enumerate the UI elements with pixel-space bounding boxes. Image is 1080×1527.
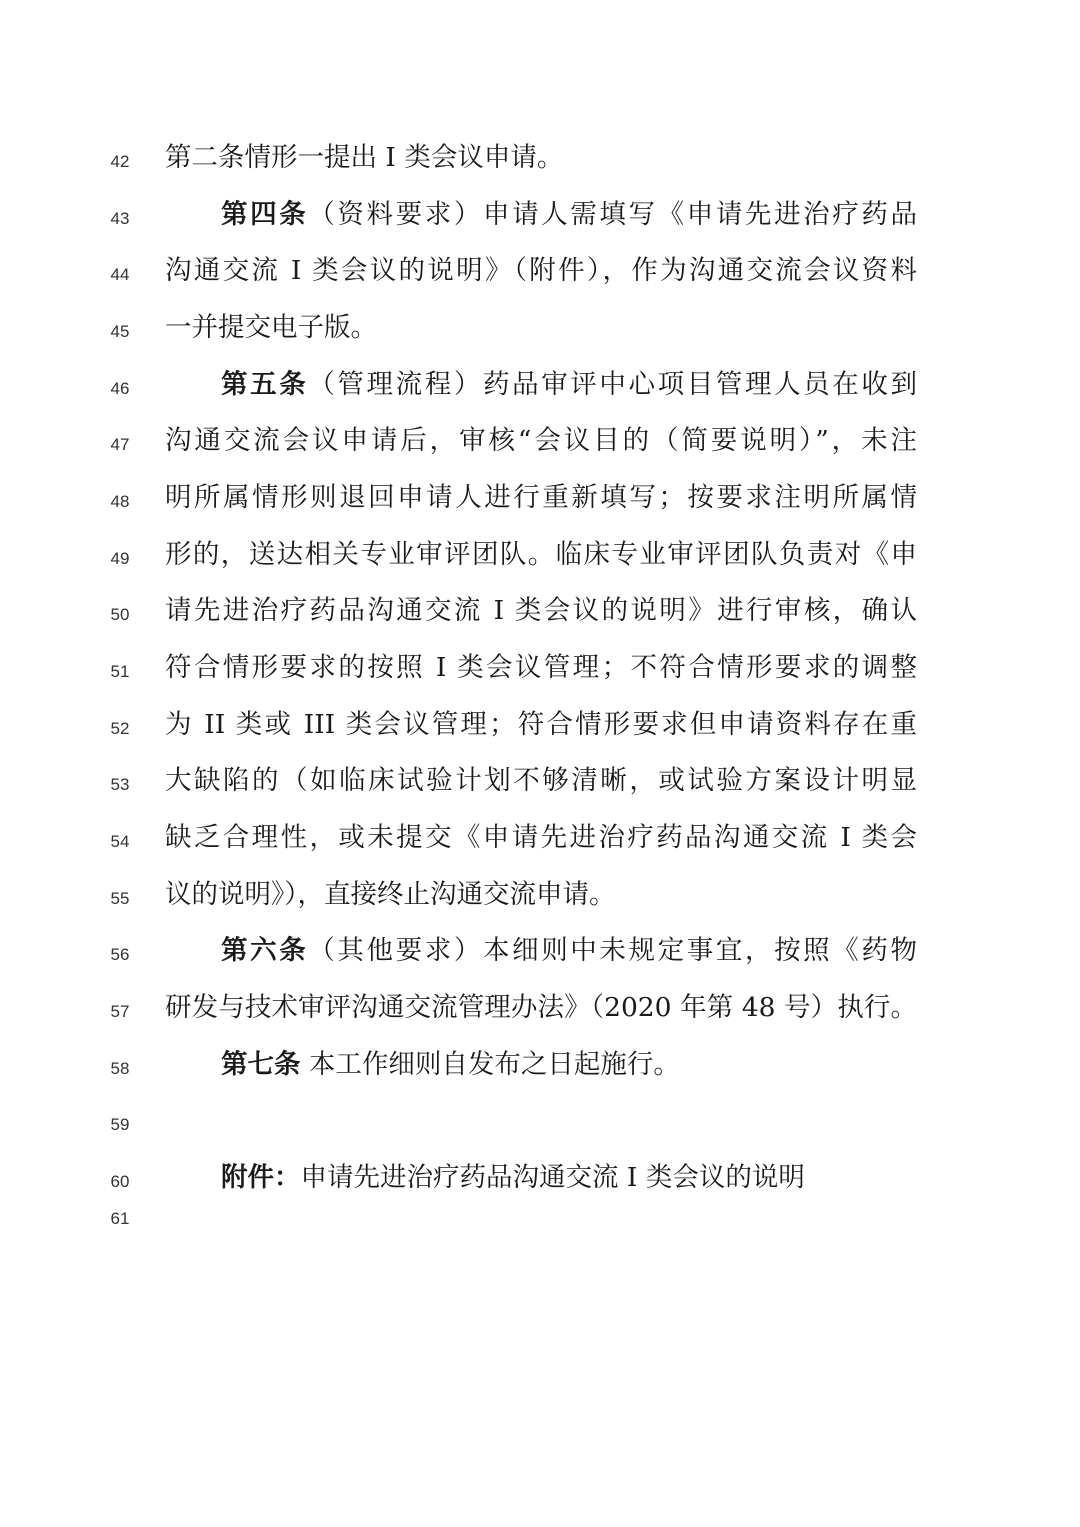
text-line bbox=[0, 875, 1080, 915]
article-heading: 第七条 bbox=[221, 1049, 301, 1080]
line-text bbox=[221, 931, 917, 971]
line-body: （其他要求）本细则中未规定事宜，按照《药物 bbox=[308, 935, 918, 966]
line-number: 51 bbox=[110, 662, 130, 681]
text-line bbox=[0, 421, 1080, 461]
line-text: 沟通交流会议申请后，审核“会议目的（简要说明）”，未注 bbox=[165, 425, 917, 456]
line-text: 第二条情形一提出 I 类会议申请。 bbox=[165, 142, 564, 173]
text-line bbox=[0, 1101, 1080, 1141]
text-line bbox=[0, 931, 1080, 971]
line-text: 研发与技术审评沟通交流管理办法》（2020 年第 48 号）执行。 bbox=[165, 992, 917, 1023]
line-number: 47 bbox=[110, 435, 130, 454]
text-line bbox=[0, 648, 1080, 688]
text-line bbox=[0, 478, 1080, 518]
line-number: 45 bbox=[110, 322, 130, 341]
line-number: 43 bbox=[110, 209, 130, 228]
line-text bbox=[221, 365, 917, 405]
line-text: 议的说明》），直接终止沟通交流申请。 bbox=[165, 879, 616, 910]
line-number: 50 bbox=[110, 605, 130, 624]
text-line bbox=[0, 1045, 1080, 1085]
text-line bbox=[0, 1195, 1080, 1235]
line-number: 49 bbox=[110, 549, 130, 568]
text-line bbox=[0, 251, 1080, 291]
line-number: 58 bbox=[110, 1059, 130, 1078]
line-body: 申请先进治疗药品沟通交流 I 类会议的说明 bbox=[300, 1162, 805, 1193]
line-number: 46 bbox=[110, 379, 130, 398]
text-line bbox=[0, 818, 1080, 858]
line-text: 请先进治疗药品沟通交流 I 类会议的说明》进行审核，确认 bbox=[165, 595, 917, 626]
article-heading: 第五条 bbox=[221, 369, 309, 400]
text-line bbox=[0, 988, 1080, 1028]
line-text: 大缺陷的（如临床试验计划不够清晰，或试验方案设计明显 bbox=[165, 765, 917, 796]
line-body: 本工作细则自发布之日起施行。 bbox=[300, 1049, 680, 1080]
line-number: 60 bbox=[110, 1172, 130, 1191]
article-heading: 第四条 bbox=[221, 199, 309, 230]
line-number: 44 bbox=[110, 265, 130, 284]
text-line bbox=[0, 138, 1080, 178]
line-text: 沟通交流 I 类会议的说明》（附件），作为沟通交流会议资料 bbox=[165, 255, 917, 286]
line-number: 42 bbox=[110, 152, 130, 171]
line-number: 54 bbox=[110, 832, 130, 851]
line-text: 为 II 类或 III 类会议管理；符合情形要求但申请资料存在重 bbox=[165, 709, 917, 740]
line-text: 形的，送达相关专业审评团队。临床专业审评团队负责对《申 bbox=[165, 539, 917, 570]
article-heading: 第六条 bbox=[221, 935, 309, 966]
line-text bbox=[221, 1045, 917, 1085]
line-number: 53 bbox=[110, 775, 130, 794]
text-line bbox=[0, 761, 1080, 801]
line-number: 52 bbox=[110, 719, 130, 738]
line-number: 48 bbox=[110, 492, 130, 511]
line-number: 59 bbox=[110, 1115, 130, 1134]
line-body: （管理流程）药品审评中心项目管理人员在收到 bbox=[308, 369, 918, 400]
text-line bbox=[0, 308, 1080, 348]
line-number: 57 bbox=[110, 1002, 130, 1021]
text-line bbox=[0, 195, 1080, 235]
line-text bbox=[221, 195, 917, 235]
line-body: （资料要求）申请人需填写《申请先进治疗药品 bbox=[308, 199, 918, 230]
line-text bbox=[221, 1158, 917, 1198]
line-text: 明所属情形则退回申请人进行重新填写；按要求注明所属情 bbox=[165, 482, 917, 513]
attachment-label: 附件： bbox=[221, 1162, 301, 1193]
line-text: 符合情形要求的按照 I 类会议管理；不符合情形要求的调整 bbox=[165, 652, 917, 683]
text-line bbox=[0, 705, 1080, 745]
line-text: 缺乏合理性，或未提交《申请先进治疗药品沟通交流 I 类会 bbox=[165, 822, 917, 853]
text-line bbox=[0, 535, 1080, 575]
text-line bbox=[0, 591, 1080, 631]
text-line bbox=[0, 365, 1080, 405]
line-number: 55 bbox=[110, 889, 130, 908]
text-line bbox=[0, 1158, 1080, 1198]
line-text: 一并提交电子版。 bbox=[165, 312, 377, 343]
line-number: 56 bbox=[110, 945, 130, 964]
line-number: 61 bbox=[110, 1209, 130, 1228]
